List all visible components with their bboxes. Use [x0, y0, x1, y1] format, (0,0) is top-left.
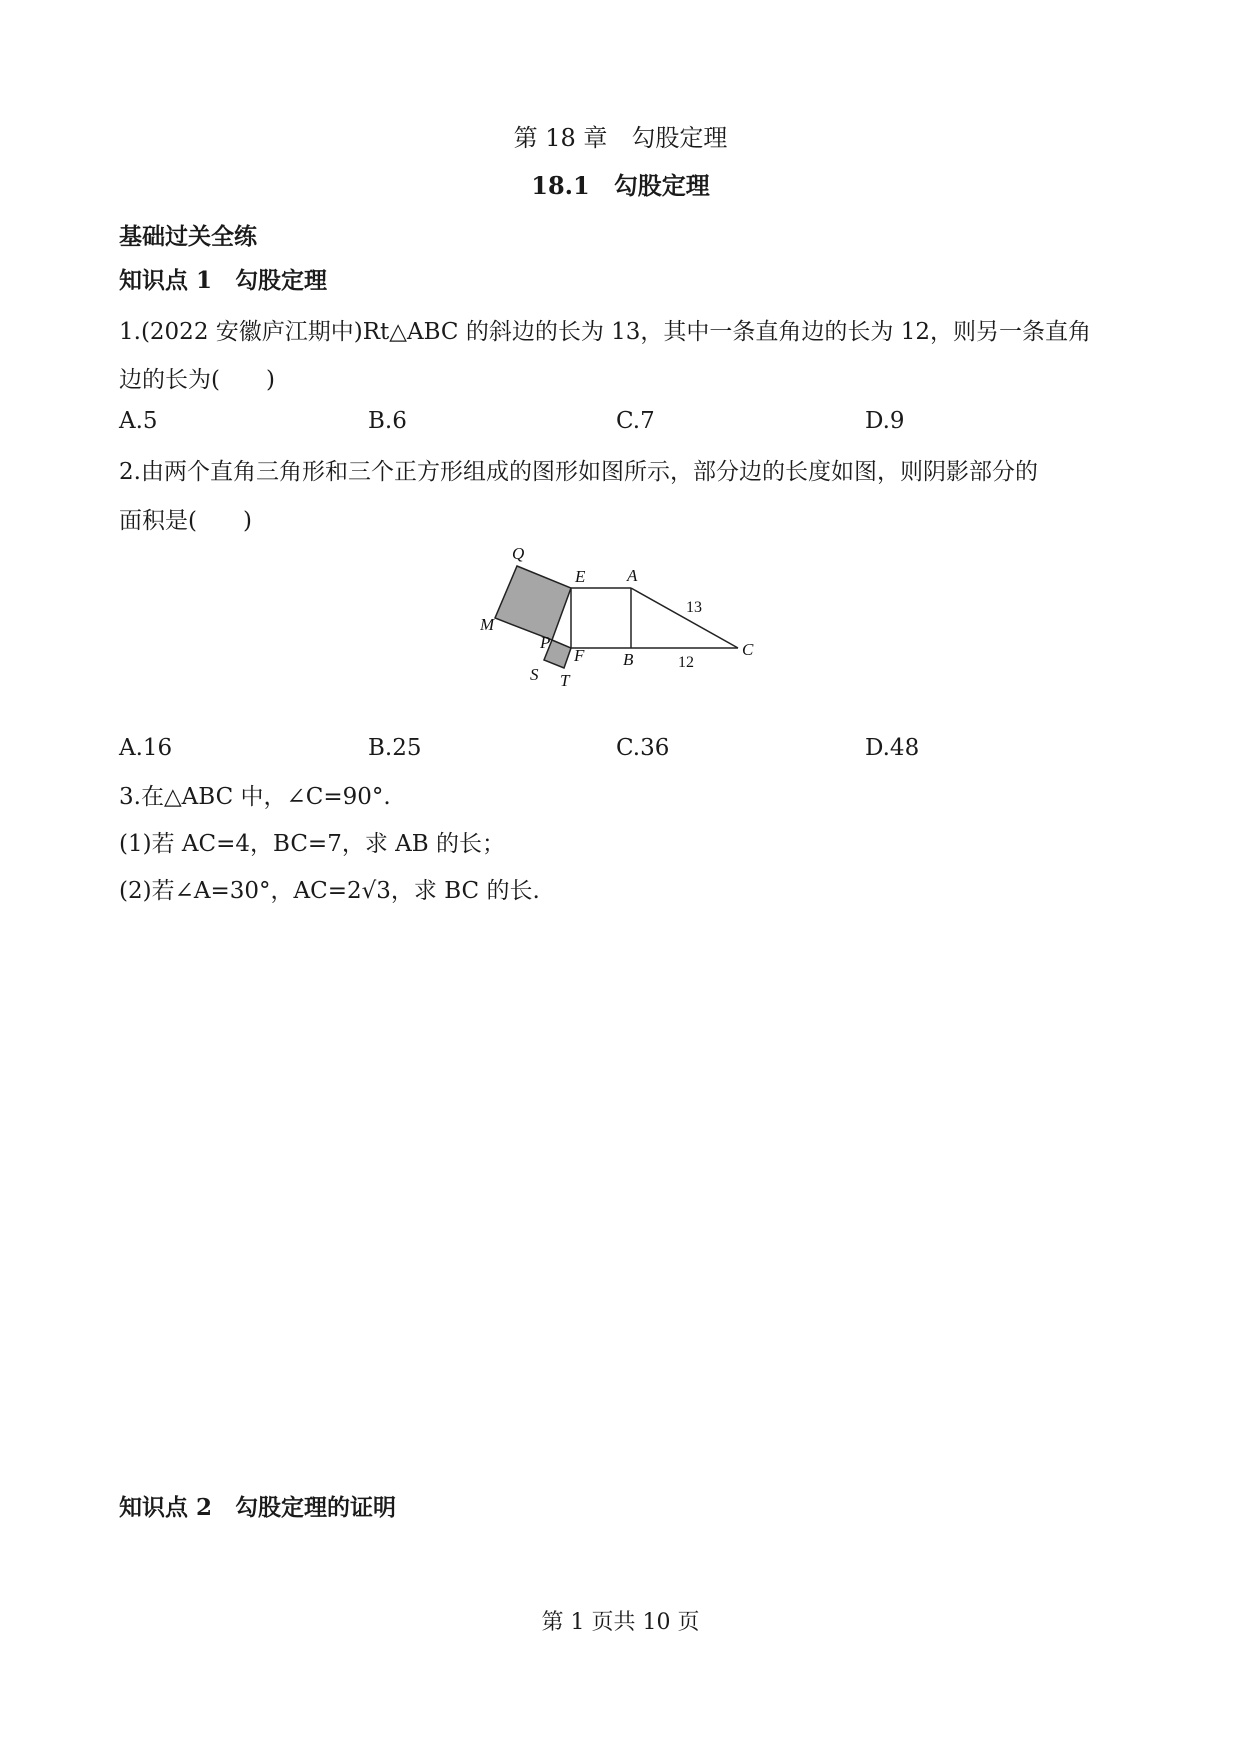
knowledge-point-2-heading: 知识点 2 勾股定理的证明 — [119, 1494, 397, 1521]
figure-svg — [480, 538, 770, 698]
label-a: A — [627, 566, 638, 585]
question-3-part-1: (1)若 AC=4，BC=7，求 AB 的长； — [119, 831, 505, 857]
question-1-option-d: D.9 — [865, 408, 905, 434]
knowledge-point-1-heading: 知识点 1 勾股定理 — [119, 267, 328, 294]
label-q: Q — [512, 544, 525, 563]
label-p: P — [540, 633, 551, 652]
label-c: C — [742, 640, 754, 659]
label-f: F — [574, 646, 585, 665]
question-2-line-2: 面积是( ) — [119, 508, 252, 534]
page-footer: 第 1 页共 10 页 — [541, 1610, 700, 1635]
geometry-figure — [480, 538, 770, 698]
label-e: E — [575, 567, 586, 586]
question-1-option-c: C.7 — [616, 408, 655, 434]
length-label-bc: 12 — [678, 654, 694, 671]
label-t: T — [560, 671, 570, 690]
question-1-line-1: 1.(2022 安徽庐江期中)Rt△ABC 的斜边的长为 13，其中一条直角边的长为 12，则另一条直角 — [119, 319, 1091, 345]
question-1-option-a: A.5 — [119, 408, 158, 434]
segment-ac — [631, 588, 738, 648]
section-title: 18.1 勾股定理 — [531, 171, 710, 200]
question-2-option-b: B.25 — [368, 735, 422, 761]
question-2-option-c: C.36 — [616, 735, 670, 761]
practice-heading: 基础过关全练 — [119, 223, 257, 250]
question-3-stem: 3.在△ABC 中，∠C=90°. — [119, 784, 391, 810]
question-2-option-a: A.16 — [119, 735, 173, 761]
shaded-square-large — [495, 566, 571, 640]
label-b: B — [623, 650, 634, 669]
question-1-line-2: 边的长为( ) — [119, 367, 275, 393]
length-label-ac: 13 — [686, 599, 702, 616]
question-2-option-d: D.48 — [865, 735, 920, 761]
chapter-title: 第 18 章 勾股定理 — [513, 124, 728, 152]
question-1-option-b: B.6 — [368, 408, 407, 434]
question-3-part-2: (2)若∠A=30°，AC=2√3，求 BC 的长. — [119, 878, 540, 904]
question-2-line-1: 2.由两个直角三角形和三个正方形组成的图形如图所示，部分边的长度如图，则阴影部分的 — [119, 459, 1038, 485]
label-m: M — [480, 615, 495, 634]
label-s: S — [530, 665, 539, 684]
